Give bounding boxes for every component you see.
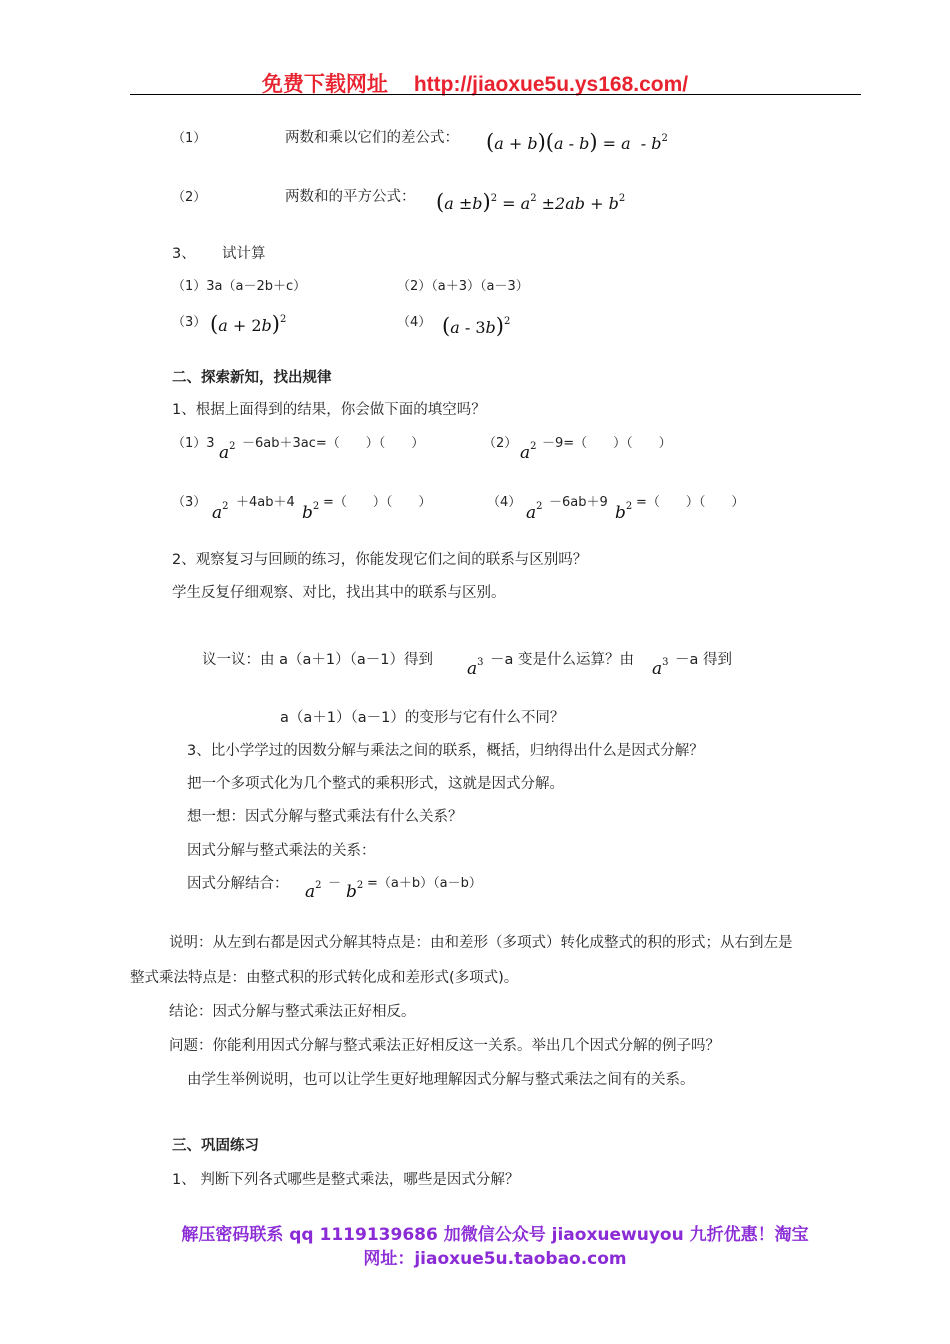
fill-2-num: （2）	[483, 436, 518, 451]
calc-item-1: （1）3a（a－2b＋c）	[172, 279, 307, 294]
calc-item-2: （2）（a＋3）（a－3）	[397, 279, 529, 294]
discuss-part-a: 议一议：由 a（a＋1）（a－1）得到	[202, 652, 433, 668]
section-2-title: 二、探索新知，找出规律	[172, 370, 332, 386]
section-2-q1: 1、根据上面得到的结果，你会做下面的填空吗？	[172, 402, 486, 418]
review-item-2-text: 两数和的平方公式：	[285, 189, 416, 205]
formula-square-of-sum: $(a \pm b)^2 = a^2 \pm 2ab + b^2$	[436, 190, 626, 214]
section-2-q3: 3、比小学学过的因数分解与乘法之间的联系，概括，归纳得出什么是因式分解？	[187, 743, 704, 759]
fill-1-rest: －6ab＋3ac=（ ）（ ）	[242, 436, 425, 451]
fill-3-num: （3）	[172, 495, 207, 510]
fill-4-rest: =（ ）（ ）	[636, 495, 745, 510]
fill-4-mid: －6ab＋9	[549, 495, 608, 510]
footer-line-2[interactable]: 网址：jiaoxue5u.taobao.com	[363, 1249, 627, 1269]
review-item-1-text: 两数和乘以它们的差公式：	[285, 130, 459, 146]
fill-3-mid: ＋4ab＋4	[236, 495, 295, 510]
fill-3-rest: =（ ）（ ）	[323, 495, 432, 510]
calc-item-3-formula: $(a + 2b)^2$	[210, 312, 287, 336]
fill-4-var-b: $b^2$	[615, 501, 633, 523]
discuss-part-c: －a 得到	[675, 652, 732, 668]
section-2-q2: 2、观察复习与回顾的练习，你能发现它们之间的联系与区别吗？	[172, 552, 588, 568]
think-question: 想一想：因式分解与整式乘法有什么关系？	[187, 809, 463, 825]
review-item-2-num: （2）	[172, 190, 207, 205]
fill-2-var-a: $a^2$	[520, 441, 537, 463]
formula-difference-of-squares: $(a + b)(a - b) = a - b^2$	[486, 130, 668, 154]
header-url[interactable]: http://jiaoxue5u.ys168.com/	[413, 73, 689, 96]
discuss-var-a3-1: $a^3$	[467, 657, 484, 679]
section-3-title: 三、巩固练习	[172, 1138, 259, 1154]
discuss-part-b: －a 变是什么运算？由	[490, 652, 634, 668]
conclusion: 结论：因式分解与整式乘法正好相反。	[169, 1004, 416, 1020]
factorization-definition: 把一个多项式化为几个整式的乘积形式，这就是因式分解。	[187, 776, 564, 792]
discuss-line-2: a（a＋1）（a－1）的变形与它有什么不同？	[280, 710, 565, 726]
discuss-var-a3-2: $a^3$	[652, 657, 669, 679]
calc-item-4-formula: (a - 3b)$^2$	[442, 314, 511, 338]
review-item-3-text: 试计算	[222, 246, 266, 262]
fill-4-var-a: $a^2$	[526, 501, 543, 523]
fill-1-var-a: $a^2$	[219, 441, 236, 463]
fill-2-rest: －9=（ ）（ ）	[542, 436, 672, 451]
explain-line-2: 整式乘法特点是：由整式积的形式转化成和差形式(多项式)。	[130, 970, 519, 986]
fill-3-var-a: $a^2$	[212, 501, 229, 523]
review-item-1-num: （1）	[172, 131, 207, 146]
footer-line-1: 解压密码联系 qq 1119139686 加微信公众号 jiaoxuewuyou 九折优惠！淘宝	[181, 1225, 809, 1245]
section-2-q2-answer: 学生反复仔细观察、对比，找出其中的联系与区别。	[172, 585, 506, 601]
header-label: 免费下载网址	[261, 73, 388, 96]
combine-label: 因式分解结合：	[187, 876, 289, 892]
explain-line-1: 说明：从左到右都是因式分解其特点是：由和差形（多项式）转化成整式的积的形式；从右到左是	[169, 935, 793, 951]
combine-var-b: $b^2$	[346, 880, 364, 902]
combine-result: =（a＋b）（a－b）	[367, 876, 482, 891]
example-note: 由学生举例说明，也可以让学生更好地理解因式分解与整式乘法之间有的关系。	[187, 1072, 695, 1088]
calc-item-4-num: （4）	[397, 315, 432, 330]
combine-var-a: $a^2$	[305, 880, 322, 902]
fill-4-num: （4）	[487, 495, 522, 510]
relation-heading: 因式分解与整式乘法的关系：	[187, 843, 376, 859]
combine-minus: －	[328, 876, 342, 891]
fill-1-num: （1）3	[172, 436, 215, 451]
review-item-3-num: 3、	[172, 246, 196, 262]
fill-3-var-b: $b^2$	[302, 501, 320, 523]
question: 问题：你能利用因式分解与整式乘法正好相反这一关系。举出几个因式分解的例子吗？	[169, 1038, 720, 1054]
header-divider	[130, 94, 861, 95]
calc-item-3-num: （3）	[172, 315, 207, 330]
section-3-q1: 1、 判断下列各式哪些是整式乘法，哪些是因式分解？	[172, 1172, 520, 1188]
